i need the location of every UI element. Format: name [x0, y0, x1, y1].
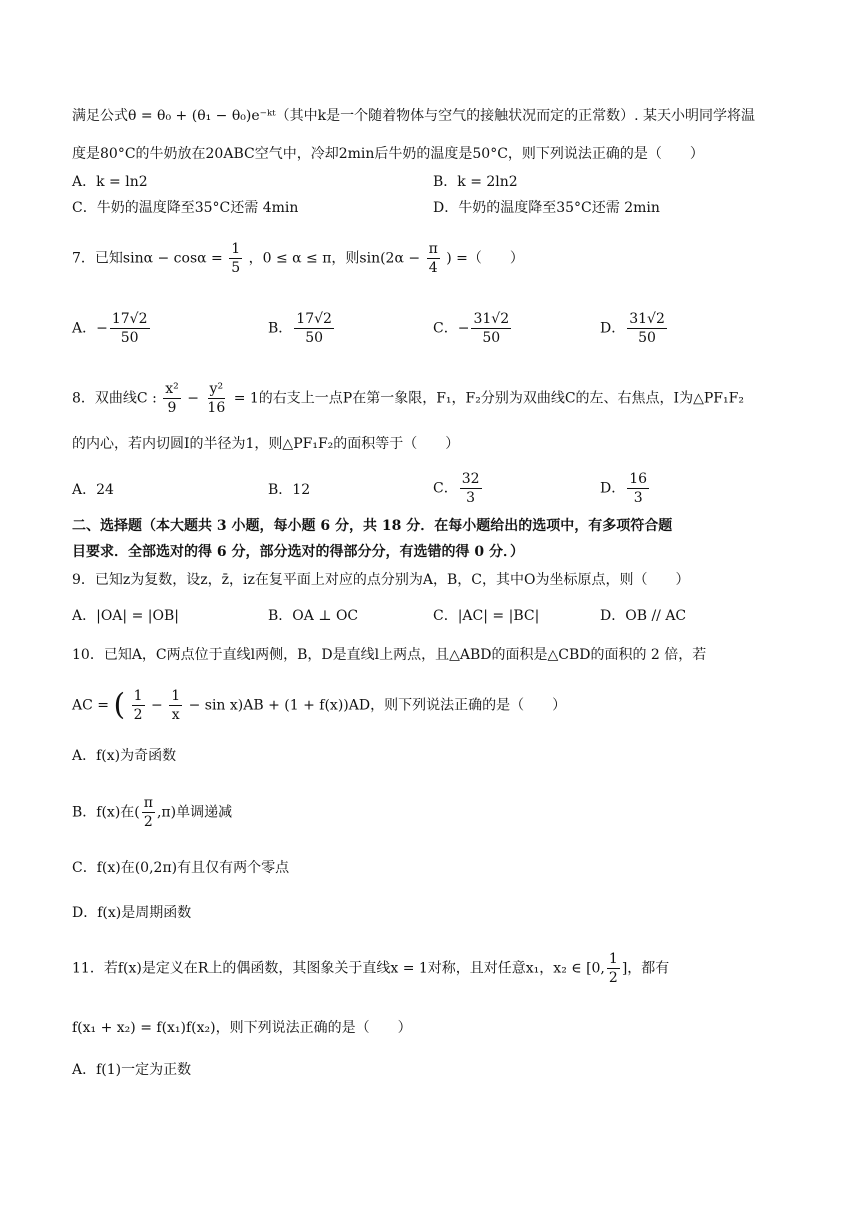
q7-option-a	[72, 310, 152, 347]
q8-y-num: y²	[209, 381, 224, 397]
q6-option-d: D．牛奶的温度降至35°C还需 2min	[433, 200, 660, 216]
q6-option-c: C．牛奶的温度降至35°C还需 4min	[72, 200, 299, 216]
q7-a-num: 17√2	[111, 311, 148, 327]
q7-d-frac	[627, 310, 667, 347]
q11-option-a: A．f(1)一定为正数	[72, 1062, 192, 1078]
q11-line1-pre: 11．若f(x)是定义在R上的偶函数，其图象关于直线x = 1对称，且对任意x₁，x₂ ∈ [0,	[72, 960, 605, 977]
q10-line2	[72, 687, 566, 724]
q8-y-frac	[205, 380, 227, 417]
q9-stem: 9．已知z为复数，设z，z̄，iz在复平面上对应的点分别为A，B，C，其中O为坐标原点，则（ ）	[72, 572, 690, 588]
q8-d-num: 16	[629, 471, 648, 487]
q8-option-a: A．24	[72, 482, 114, 498]
q8-option-c	[433, 470, 484, 507]
q8-c-frac	[460, 470, 482, 507]
q7-stem-end: ) =（ ）	[446, 250, 524, 267]
q11-line2: f(x₁ + x₂) = f(x₁)f(x₂)，则下列说法正确的是（ ）	[72, 1020, 412, 1036]
q6-line2: 度是80°C的牛奶放在20ABC空气中，冷却2min后牛奶的温度是50°C，则下列说法正确的是（ ）	[72, 146, 704, 162]
q9-option-a: A．|OA| = |OB|	[72, 608, 179, 624]
q8-d-den: 3	[633, 490, 643, 506]
q11-frac	[607, 950, 620, 987]
section-2-heading-line2: 目要求．全部选对的得 6 分，部分选对的得部分分，有选错的得 0 分．）	[72, 544, 524, 560]
q8-option-b: B．12	[268, 482, 311, 498]
q11-line1-post: ]，都有	[621, 960, 670, 977]
q7-pi-fraction	[427, 240, 440, 277]
q10-ac: AC =	[72, 697, 110, 714]
q7-fraction	[229, 240, 242, 277]
q10-half-num: 1	[133, 688, 143, 704]
q8-c-label: C．	[433, 480, 458, 497]
q7-option-c	[433, 310, 513, 347]
q7-frac-num: 1	[231, 241, 241, 257]
q10-half-den: 2	[133, 707, 143, 723]
q7-c-frac	[471, 310, 511, 347]
q7-c-label: C．−	[433, 320, 470, 337]
q8-d-label: D．	[600, 480, 626, 497]
q7-a-den: 50	[120, 330, 139, 346]
q6-option-a: A．k = ln2	[72, 174, 148, 190]
q7-stem-mid: ，0 ≤ α ≤ π，则sin(2α −	[248, 250, 421, 267]
q7-d-num: 31√2	[629, 311, 665, 327]
q11-line1	[72, 950, 669, 987]
q7-a-label: A．−	[72, 320, 108, 337]
q8-stem	[72, 380, 744, 417]
q10-rest: − sin x)AB + (1 + f(x))AD，则下列说法正确的是（ ）	[188, 697, 567, 714]
q7-pi-num: π	[428, 241, 438, 257]
q10-inv-den: x	[171, 707, 180, 723]
q7-option-b	[268, 310, 336, 347]
q10-b-post: ,π)单调递减	[156, 804, 233, 821]
q10-option-b	[72, 794, 232, 831]
q10-option-c: C．f(x)在(0,2π)有且仅有两个零点	[72, 860, 290, 876]
q7-frac-den: 5	[231, 260, 241, 276]
q7-stem	[72, 240, 524, 277]
q7-pi-den: 4	[428, 260, 438, 276]
q8-x-frac	[163, 380, 181, 417]
q10-b-den: 2	[143, 814, 153, 830]
q8-minus: −	[187, 390, 199, 407]
q10-line1: 10．已知A，C两点位于直线l两侧，B，D是直线l上两点，且△ABD的面积是△CBD的面积的 2 倍，若	[72, 647, 707, 663]
q8-line2: 的内心，若内切圆I的半径为1，则△PF₁F₂的面积等于（ ）	[72, 436, 460, 452]
q8-y-den: 16	[207, 400, 226, 416]
q9-option-c: C．|AC| = |BC|	[433, 608, 540, 624]
q8-c-den: 3	[466, 490, 476, 506]
q9-option-d: D．OB // AC	[600, 608, 687, 624]
q10-inv-num: 1	[171, 688, 181, 704]
q10-b-num: π	[143, 795, 153, 811]
q8-d-frac	[627, 470, 649, 507]
q10-option-a: A．f(x)为奇函数	[72, 748, 177, 764]
q7-d-den: 50	[638, 330, 656, 346]
q7-a-frac	[110, 310, 150, 347]
q10-minus: −	[151, 697, 163, 714]
q7-b-frac	[294, 310, 334, 347]
q10-half-frac	[132, 687, 145, 724]
q9-option-b: B．OA ⊥ OC	[268, 608, 359, 624]
q7-b-den: 50	[305, 330, 324, 346]
q10-left-paren: (	[113, 687, 126, 723]
q7-c-den: 50	[482, 330, 501, 346]
q10-option-d: D．f(x)是周期函数	[72, 905, 192, 921]
q10-b-pre: B．f(x)在(	[72, 804, 140, 821]
q7-b-label: B．	[268, 320, 293, 337]
q8-option-d	[600, 470, 651, 507]
q8-x-num: x²	[165, 381, 179, 397]
q7-d-label: D．	[600, 320, 626, 337]
q8-stem-post: = 1的右支上一点P在第一象限，F₁，F₂分别为双曲线C的左、右焦点，I为△PF₁F₂	[233, 390, 744, 407]
q7-c-num: 31√2	[473, 311, 510, 327]
q6-line1: 满足公式θ = θ₀ + (θ₁ − θ₀)e⁻ᵏᵗ（其中k是一个随着物体与空气的接触状况而定的正常数）. 某天小明同学将温	[72, 108, 755, 124]
q11-num: 1	[608, 951, 618, 967]
q8-c-num: 32	[461, 471, 480, 487]
q8-stem-pre: 8．双曲线C :	[72, 390, 157, 407]
q8-x-den: 9	[167, 400, 177, 416]
q7-option-d	[600, 310, 669, 347]
q7-stem-text: 7．已知sinα − cosα =	[72, 250, 223, 267]
q6-option-b: B．k = 2ln2	[433, 174, 518, 190]
q7-b-num: 17√2	[296, 311, 332, 327]
section-2-heading-line1: 二、选择题（本大题共 3 小题，每小题 6 分，共 18 分．在每小题给出的选项中，有多项符合题	[72, 518, 673, 534]
q10-inv-frac	[169, 687, 182, 724]
q10-b-frac	[142, 794, 155, 831]
q11-den: 2	[608, 970, 618, 986]
